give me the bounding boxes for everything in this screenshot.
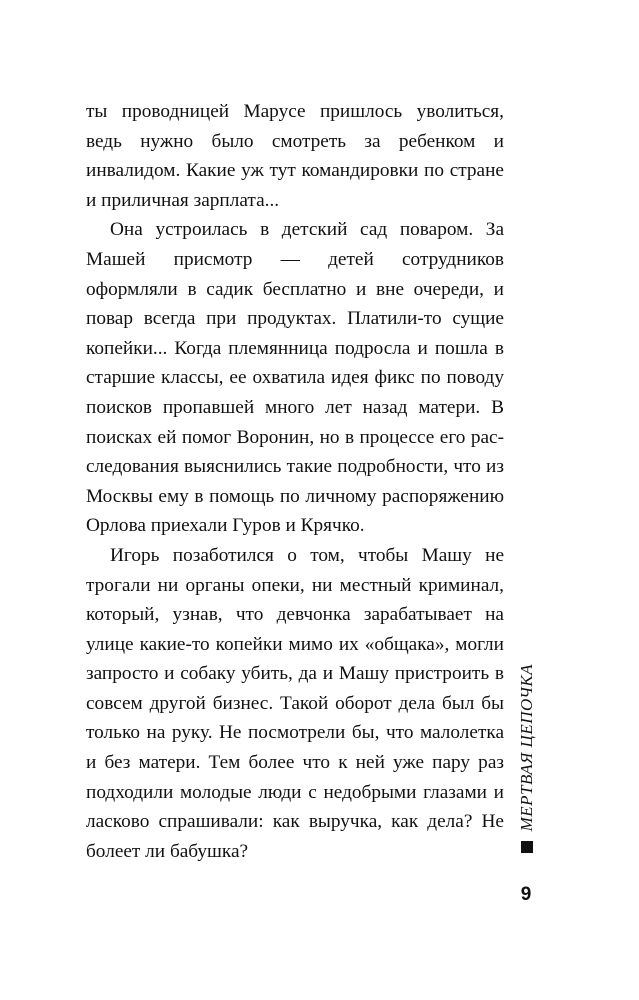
page-number: 9 [520,884,532,905]
paragraph-3: Игорь позаботился о том, чтобы Машу не трогали ни органы опеки, ни местный криминал, который, узнав, что девчонка зарабатывает на улице какие-то копейки мимо их «общака», могли запросто и собаку убить, да и Машу пристроить в совсем другой бизнес. Такой оборот дела был бы только на руку. Не посмотрели бы, что малолетка и без матери. Тем более что к ней уже пару раз подходили молодые люди с недобрыми глазами и ласково спрашивали: как выручка, как дела? Не болеет ли бабушка? [86,544,504,862]
paragraph-2: Она устроилась в детский сад поваром. За Машей присмотр — детей сотрудников оформляли в садик бесплатно и вне очереди, и повар всегда при продуктах. Платили-то сущие копейки... Когда племянница подросла и пошла в старшие классы, ее охватила идея фикс по поводу поисков пропавшей много лет назад матери. В поисках ей помог Воронин, но в процессе его расследования выяснились такие подробности, что из Москвы ему в помощь по личному распоряжению Орлова приехали Гуров и Крячко. [86,219,504,537]
running-title [509,664,545,864]
page-body [86,97,504,866]
paragraph-1: ты проводницей Марусе пришлось уволиться, ведь нужно было смотреть за ребенком и инвалидом. Какие уж тут командировки по стране и приличная зарплата... [86,101,504,211]
square-marker-icon [521,841,533,853]
running-title-text: МЕРТВАЯ ЦЕПОЧКА [517,664,536,832]
